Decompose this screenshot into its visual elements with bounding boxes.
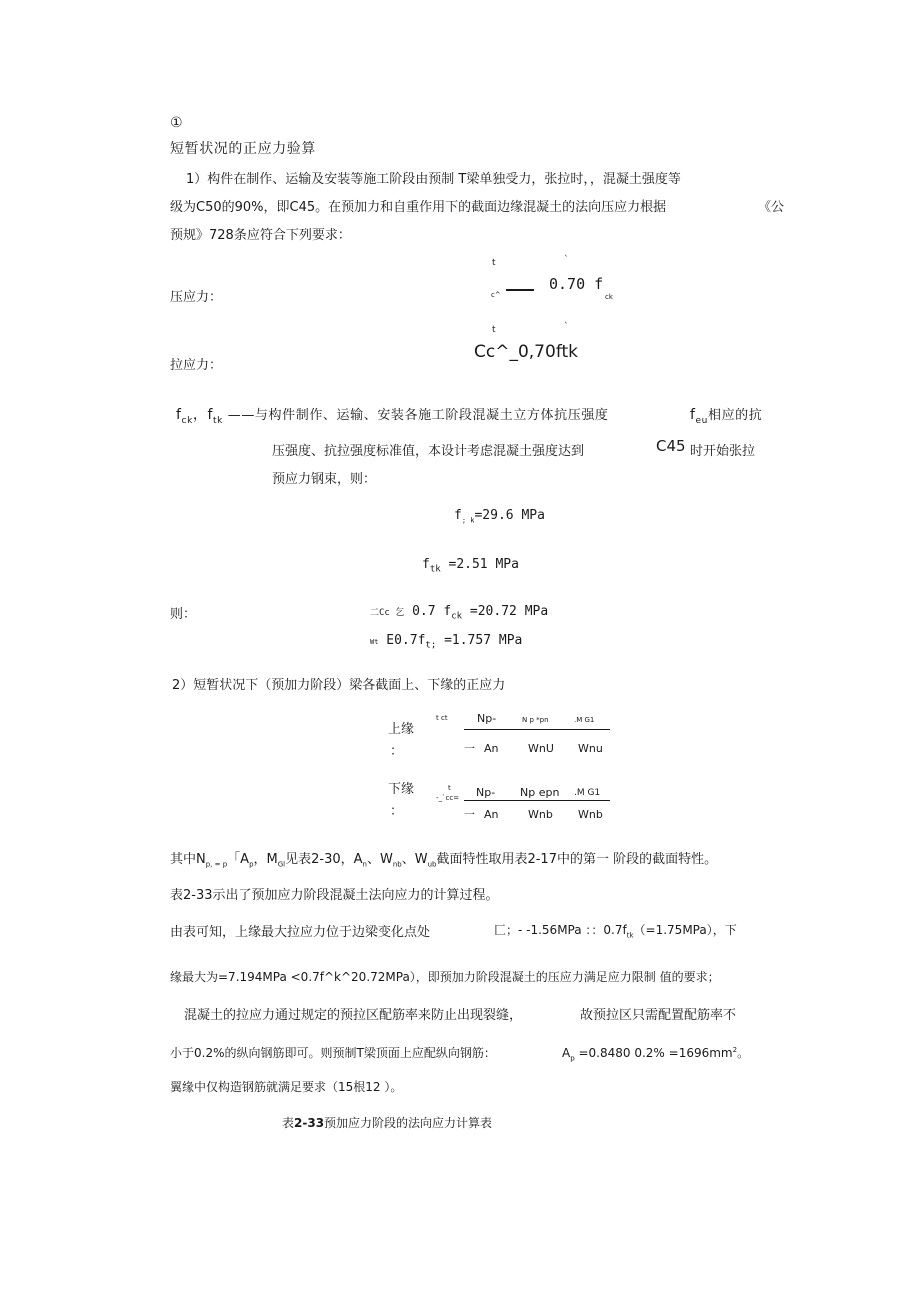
section-title: 短暂状况的正应力验算 <box>170 141 316 157</box>
then-l2-prefix: Wt <box>370 638 379 646</box>
compress-relation-dash <box>506 289 534 291</box>
para1-ref: 《公 <box>758 200 785 215</box>
upper-num2: N p *pn <box>522 716 549 724</box>
then-l2-sub: t; <box>425 640 437 651</box>
compress-label: 压应力： <box>170 290 223 305</box>
compress-sup-mark: ` <box>564 255 569 265</box>
defs-c45: C45 <box>656 437 686 455</box>
para6-ap-sub: p <box>570 1054 575 1063</box>
defs-fck: f <box>176 407 182 423</box>
fck-sub: ; k <box>461 516 475 525</box>
then-l2-main: E0.7f <box>386 633 426 648</box>
upper-label: 上缘 <box>388 722 415 737</box>
para3-mg-sub: Gl <box>277 860 286 869</box>
defs-ftk-sub: tk <box>213 415 223 426</box>
then-l1-main: 0.7 f <box>412 604 452 619</box>
defs-feu-sub: eu <box>695 415 708 426</box>
ftk-value <box>422 557 519 575</box>
lower-num1: Np- <box>476 786 496 799</box>
compress-value: 0.70 f <box>549 275 604 293</box>
compress-sub-c: c^ <box>491 291 501 299</box>
tension-expression: Cc^_0,70ftk <box>474 342 579 362</box>
para2-text: 2）短暂状况下（预加力阶段）梁各截面上、下缘的正应力 <box>172 678 506 693</box>
then-l1-sub: ck <box>451 611 463 622</box>
lower-colon: ： <box>390 804 404 819</box>
then-l2-value: =1.757 MPa <box>436 633 523 648</box>
lower-lhs-top: t <box>448 784 451 792</box>
para5-stress: 匚；- -1.56MPa ：：0.7f <box>494 923 627 937</box>
para3-lead-sub: p, = p <box>205 860 228 869</box>
defs-line2: 压强度、抗拉强度标准值，本设计考虑混凝土强度达到 <box>272 444 585 459</box>
para3-wub-sub: ub <box>427 860 437 869</box>
then-l1-value: =20.72 MPa <box>462 604 549 619</box>
defs-ftk: ，f <box>192 407 214 423</box>
table-caption <box>282 1114 492 1131</box>
lower-den1: An <box>484 808 499 821</box>
para4: 表2-33示出了预加应力阶段混凝土法向应力的计算过程。 <box>170 888 499 903</box>
lower-label: 下缘 <box>388 782 415 797</box>
para6-line2a: 小于0.2%的纵向钢筋即可。则预制T梁顶面上应配纵向钢筋： <box>170 1046 496 1060</box>
para3 <box>170 848 717 869</box>
caption-prefix: 表 <box>282 1116 295 1130</box>
then-line2 <box>370 633 522 651</box>
lower-lhs: -_`cc= <box>436 794 460 802</box>
para1-line3: 预规》728条应符合下列要求： <box>170 228 351 243</box>
para3-wnb-sub: nb <box>392 860 402 869</box>
then-label: 则： <box>170 607 197 622</box>
para5-line2: 缘最大为=7.194MPa <0.7f^k^20.72MPa），即预加力阶段混凝土的压应力满足应力限制 值的要求； <box>170 970 720 984</box>
fck-number: =29.6 MPa <box>474 508 545 523</box>
then-line1 <box>370 604 548 622</box>
tension-sup-mark: ` <box>564 322 569 332</box>
upper-dash: 一 <box>464 742 475 755</box>
para5-line1b <box>494 921 737 939</box>
defs-fck-sub: ck <box>181 415 193 426</box>
para3-ap-sub: p <box>249 860 254 869</box>
lower-fraction-bar <box>464 800 610 801</box>
para5-stress-sub: tk <box>626 931 634 940</box>
para3-text2: 见表2-30，A <box>285 852 363 867</box>
fck-value <box>454 508 545 525</box>
para6-ap: A <box>562 1046 571 1060</box>
para5-limit: （=1.75MPa），下 <box>633 923 737 937</box>
defs-feu <box>690 404 762 426</box>
ftk-number: =2.51 MPa <box>440 557 519 572</box>
section-marker: ① <box>170 115 184 131</box>
para6-line3: 翼缘中仅构造钢筋就满足要求（15根12 ）。 <box>170 1080 403 1094</box>
upper-den3: Wnu <box>578 742 603 755</box>
para3-text5: 截面特性取用表2-17中的第一 阶段的截面特性。 <box>436 852 718 867</box>
para6-line1a: 混凝土的拉应力通过规定的预拉区配筋率来防止出现裂缝， <box>184 1008 523 1023</box>
defs-feu-symbol: f <box>690 407 696 423</box>
para3-an-sub: n <box>362 860 367 869</box>
para6-line1b: 故预拉区只需配置配筋率不 <box>580 1008 737 1023</box>
para1-line2: 级为C50的90%，即C45。在预加力和自重作用下的截面边缘混凝土的法向压应力根据 <box>170 200 667 215</box>
para6-line2b <box>562 1044 749 1062</box>
ftk-sub: tk <box>429 564 441 575</box>
para3-text4: 、W <box>401 852 428 867</box>
lower-den2: Wnb <box>528 808 553 821</box>
lower-num2: Np epn <box>520 786 560 799</box>
caption-text: 预加应力阶段的法向应力计算表 <box>324 1116 493 1130</box>
defs-line3: 预应力钢束，则： <box>272 472 377 487</box>
caption-number: 2-33 <box>294 1116 325 1130</box>
para6-value-sup: 2 <box>732 1046 738 1054</box>
ftk-symbol: f <box>422 557 430 572</box>
fck-symbol: f <box>454 508 462 523</box>
para3-text3: 、W <box>366 852 393 867</box>
tension-label: 拉应力： <box>170 358 223 373</box>
then-l1-prefix: 二Cc 乞 <box>370 608 405 618</box>
defs-line2-end: 时开始张拉 <box>690 444 756 459</box>
defs-line1 <box>176 404 609 426</box>
upper-fraction-bar <box>464 729 610 730</box>
para6-end: 。 <box>737 1046 750 1060</box>
defs-feu-text: 相应的抗 <box>707 408 763 423</box>
defs-text1: ——与构件制作、运输、安装各施工阶段混凝土立方体抗压强度 <box>223 408 609 423</box>
para6-value: =0.8480 0.2% =1696mm <box>574 1046 733 1060</box>
upper-den2: WnU <box>528 742 554 755</box>
lower-num3: .M G1 <box>574 788 601 798</box>
compress-sub-ck: ck <box>605 293 613 301</box>
upper-num3: .M G1 <box>574 716 595 724</box>
para3-text: ，M <box>253 852 278 867</box>
upper-colon: ： <box>390 744 404 759</box>
para1-line1: 1）构件在制作、运输及安装等施工阶段由预制 T梁单独受力，张拉时，，混凝土强度等 <box>186 172 681 187</box>
compress-sup-t: t <box>492 258 496 268</box>
lower-den3: Wnb <box>578 808 603 821</box>
upper-lhs: t ct <box>436 714 448 722</box>
tension-sup-t: t <box>492 325 496 335</box>
para3-ap: 「A <box>227 852 250 867</box>
para5-line1a: 由表可知，上缘最大拉应力位于边梁变化点处 <box>170 925 431 940</box>
upper-den1: An <box>484 742 499 755</box>
upper-num1: Np- <box>477 712 497 725</box>
para3-lead: 其中N <box>170 852 206 867</box>
lower-dash: 一 <box>464 808 475 821</box>
